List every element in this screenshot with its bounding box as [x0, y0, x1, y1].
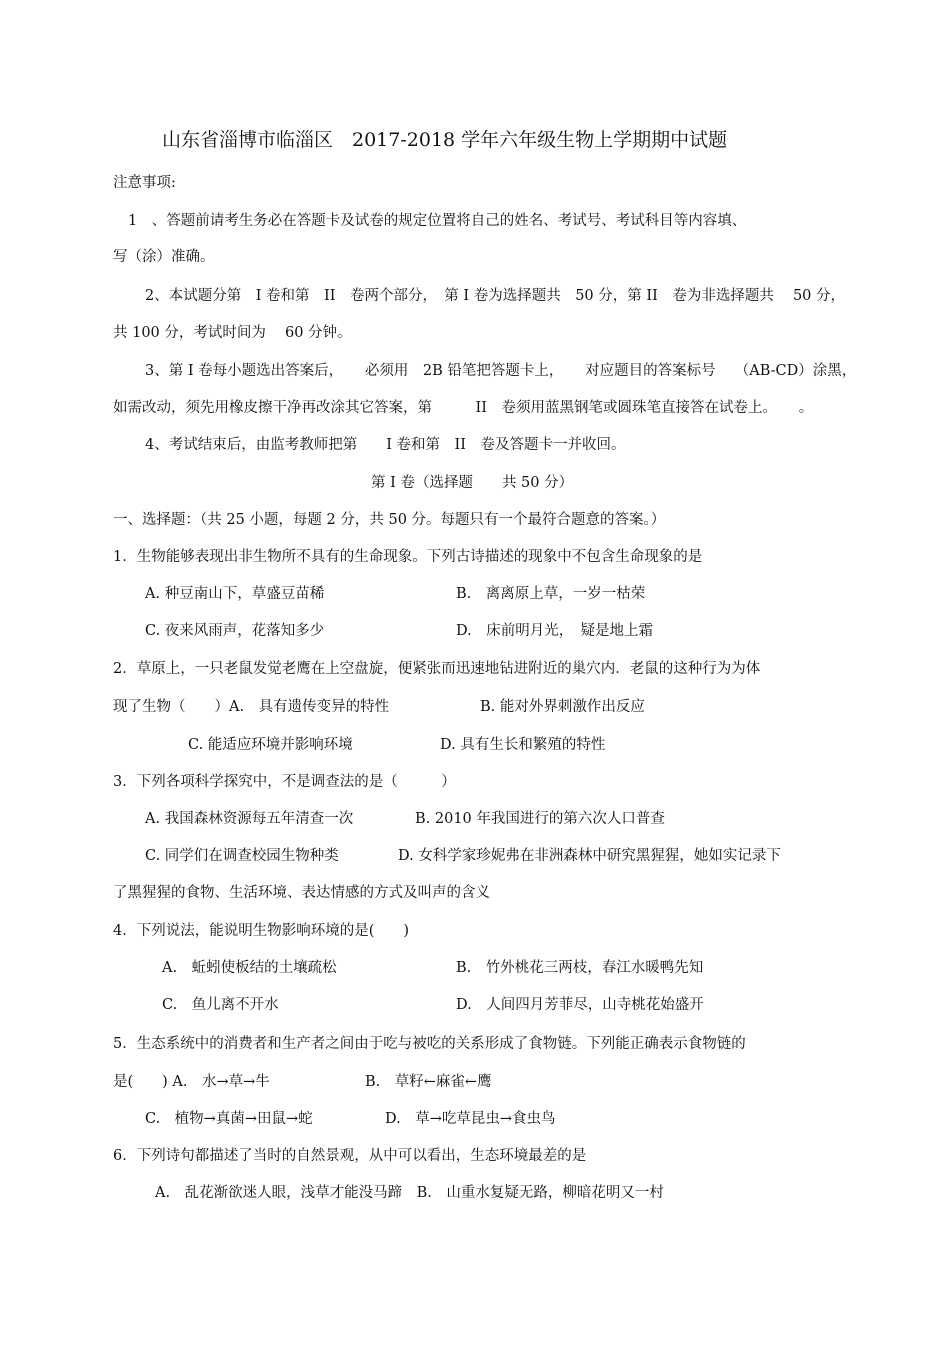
question-3-option-b: B. 2010 年我国进行的第六次人口普查	[415, 811, 665, 827]
question-5-option-d: D. 草→吃草昆虫→食虫鸟	[385, 1111, 556, 1127]
note-1-line-1: 1 、答题前请考生务必在答题卡及试卷的规定位置将自己的姓名、考试号、考试科目等内容填、	[128, 213, 747, 229]
note-3-line-2: 如需改动，须先用橡皮擦干净再改涂其它答案，第 II 卷须用蓝黑钢笔或圆珠笔直接答在试卷上。 。	[113, 400, 814, 416]
question-4-option-c: C. 鱼儿离不开水	[162, 997, 279, 1013]
note-4: 4、考试结束后，由监考教师把第 I 卷和第 II 卷及答题卡一并收回。	[145, 437, 626, 453]
note-2-line-2: 共 100 分，考试时间为 60 分钟。	[113, 325, 352, 341]
question-3-option-d: D. 女科学家珍妮弗在非洲森林中研究黑猩猩，她如实记录下	[398, 848, 781, 864]
page-title: 山东省淄博市临淄区 2017-2018 学年六年级生物上学期期中试题	[162, 129, 728, 151]
note-2-line-1: 2、本试题分第 I 卷和第 II 卷两个部分， 第 I 卷为选择题共 50 分，第 II 卷为非选择题共 50 分，	[145, 288, 846, 304]
question-4-option-d: D. 人间四月芳菲尽，山寺桃花始盛开	[456, 997, 704, 1013]
question-2-stem-line-1: 2．草原上，一只老鼠发觉老鹰在上空盘旋，便紧张而迅速地钻进附近的巢穴内．老鼠的这种行为为体	[113, 661, 761, 677]
question-3-option-c: C. 同学们在调查校园生物种类	[145, 848, 339, 864]
question-5-option-b: B. 草籽←麻雀←鹰	[365, 1074, 492, 1090]
question-2-option-b: B. 能对外界刺激作出反应	[480, 699, 645, 715]
question-6-options-ab: A. 乱花渐欲迷人眼，浅草才能没马蹄 B. 山重水复疑无路，柳暗花明又一村	[155, 1185, 664, 1201]
note-3-line-1: 3、第 I 卷每小题选出答案后， 必须用 2B 铅笔把答题卡上， 对应题目的答案标号 （AB-CD）涂黑，	[145, 363, 857, 379]
question-2-option-c: C. 能适应环境并影响环境	[188, 737, 353, 753]
question-5-stem-line-1: 5．生态系统中的消费者和生产者之间由于吃与被吃的关系形成了食物链。下列能正确表示食物链的	[113, 1036, 746, 1052]
note-1-line-2: 写（涂）准确。	[113, 249, 215, 265]
question-6-stem: 6．下列诗句都描述了当时的自然景观，从中可以看出，生态环境最差的是	[113, 1148, 587, 1164]
question-1-option-c: C. 夜来风雨声，花落知多少	[145, 623, 325, 639]
question-4-option-b: B. 竹外桃花三两枝，春江水暖鸭先知	[456, 960, 704, 976]
question-1-option-d: D. 床前明月光， 疑是地上霜	[456, 623, 653, 639]
question-5-option-c: C. 植物→真菌→田鼠→蛇	[145, 1111, 313, 1127]
question-3-option-a: A. 我国森林资源每五年清查一次	[145, 811, 354, 827]
question-4-stem: 4．下列说法，能说明生物影响环境的是( )	[113, 923, 410, 939]
question-5-stem-line-2: 是( ) A. 水→草→牛	[113, 1074, 270, 1090]
question-4-option-a: A. 蚯蚓使板结的土壤疏松	[162, 960, 337, 976]
question-3-option-d-cont: 了黑猩猩的食物、生活环境、表达情感的方式及叫声的含义	[113, 885, 490, 901]
question-1-option-b: B. 离离原上草，一岁一枯荣	[456, 586, 646, 602]
question-2-option-d: D. 具有生长和繁殖的特性	[440, 737, 606, 753]
question-2-stem-line-2: 现了生物（ ）A. 具有遗传变异的特性	[113, 699, 390, 715]
question-1-stem: 1．生物能够表现出非生物所不具有的生命现象。下列古诗描述的现象中不包含生命现象的是	[113, 549, 703, 565]
section-intro: 一、选择题：（共 25 小题，每题 2 分，共 50 分。每题只有一个最符合题意的答案。）	[113, 512, 666, 528]
question-1-option-a: A. 种豆南山下，草盛豆苗稀	[145, 586, 325, 602]
question-3-stem: 3．下列各项科学探究中，不是调查法的是（ ）	[113, 774, 456, 790]
section-title: 第 I 卷（选择题 共 50 分）	[371, 475, 574, 491]
notes-heading: 注意事项:	[113, 175, 176, 191]
